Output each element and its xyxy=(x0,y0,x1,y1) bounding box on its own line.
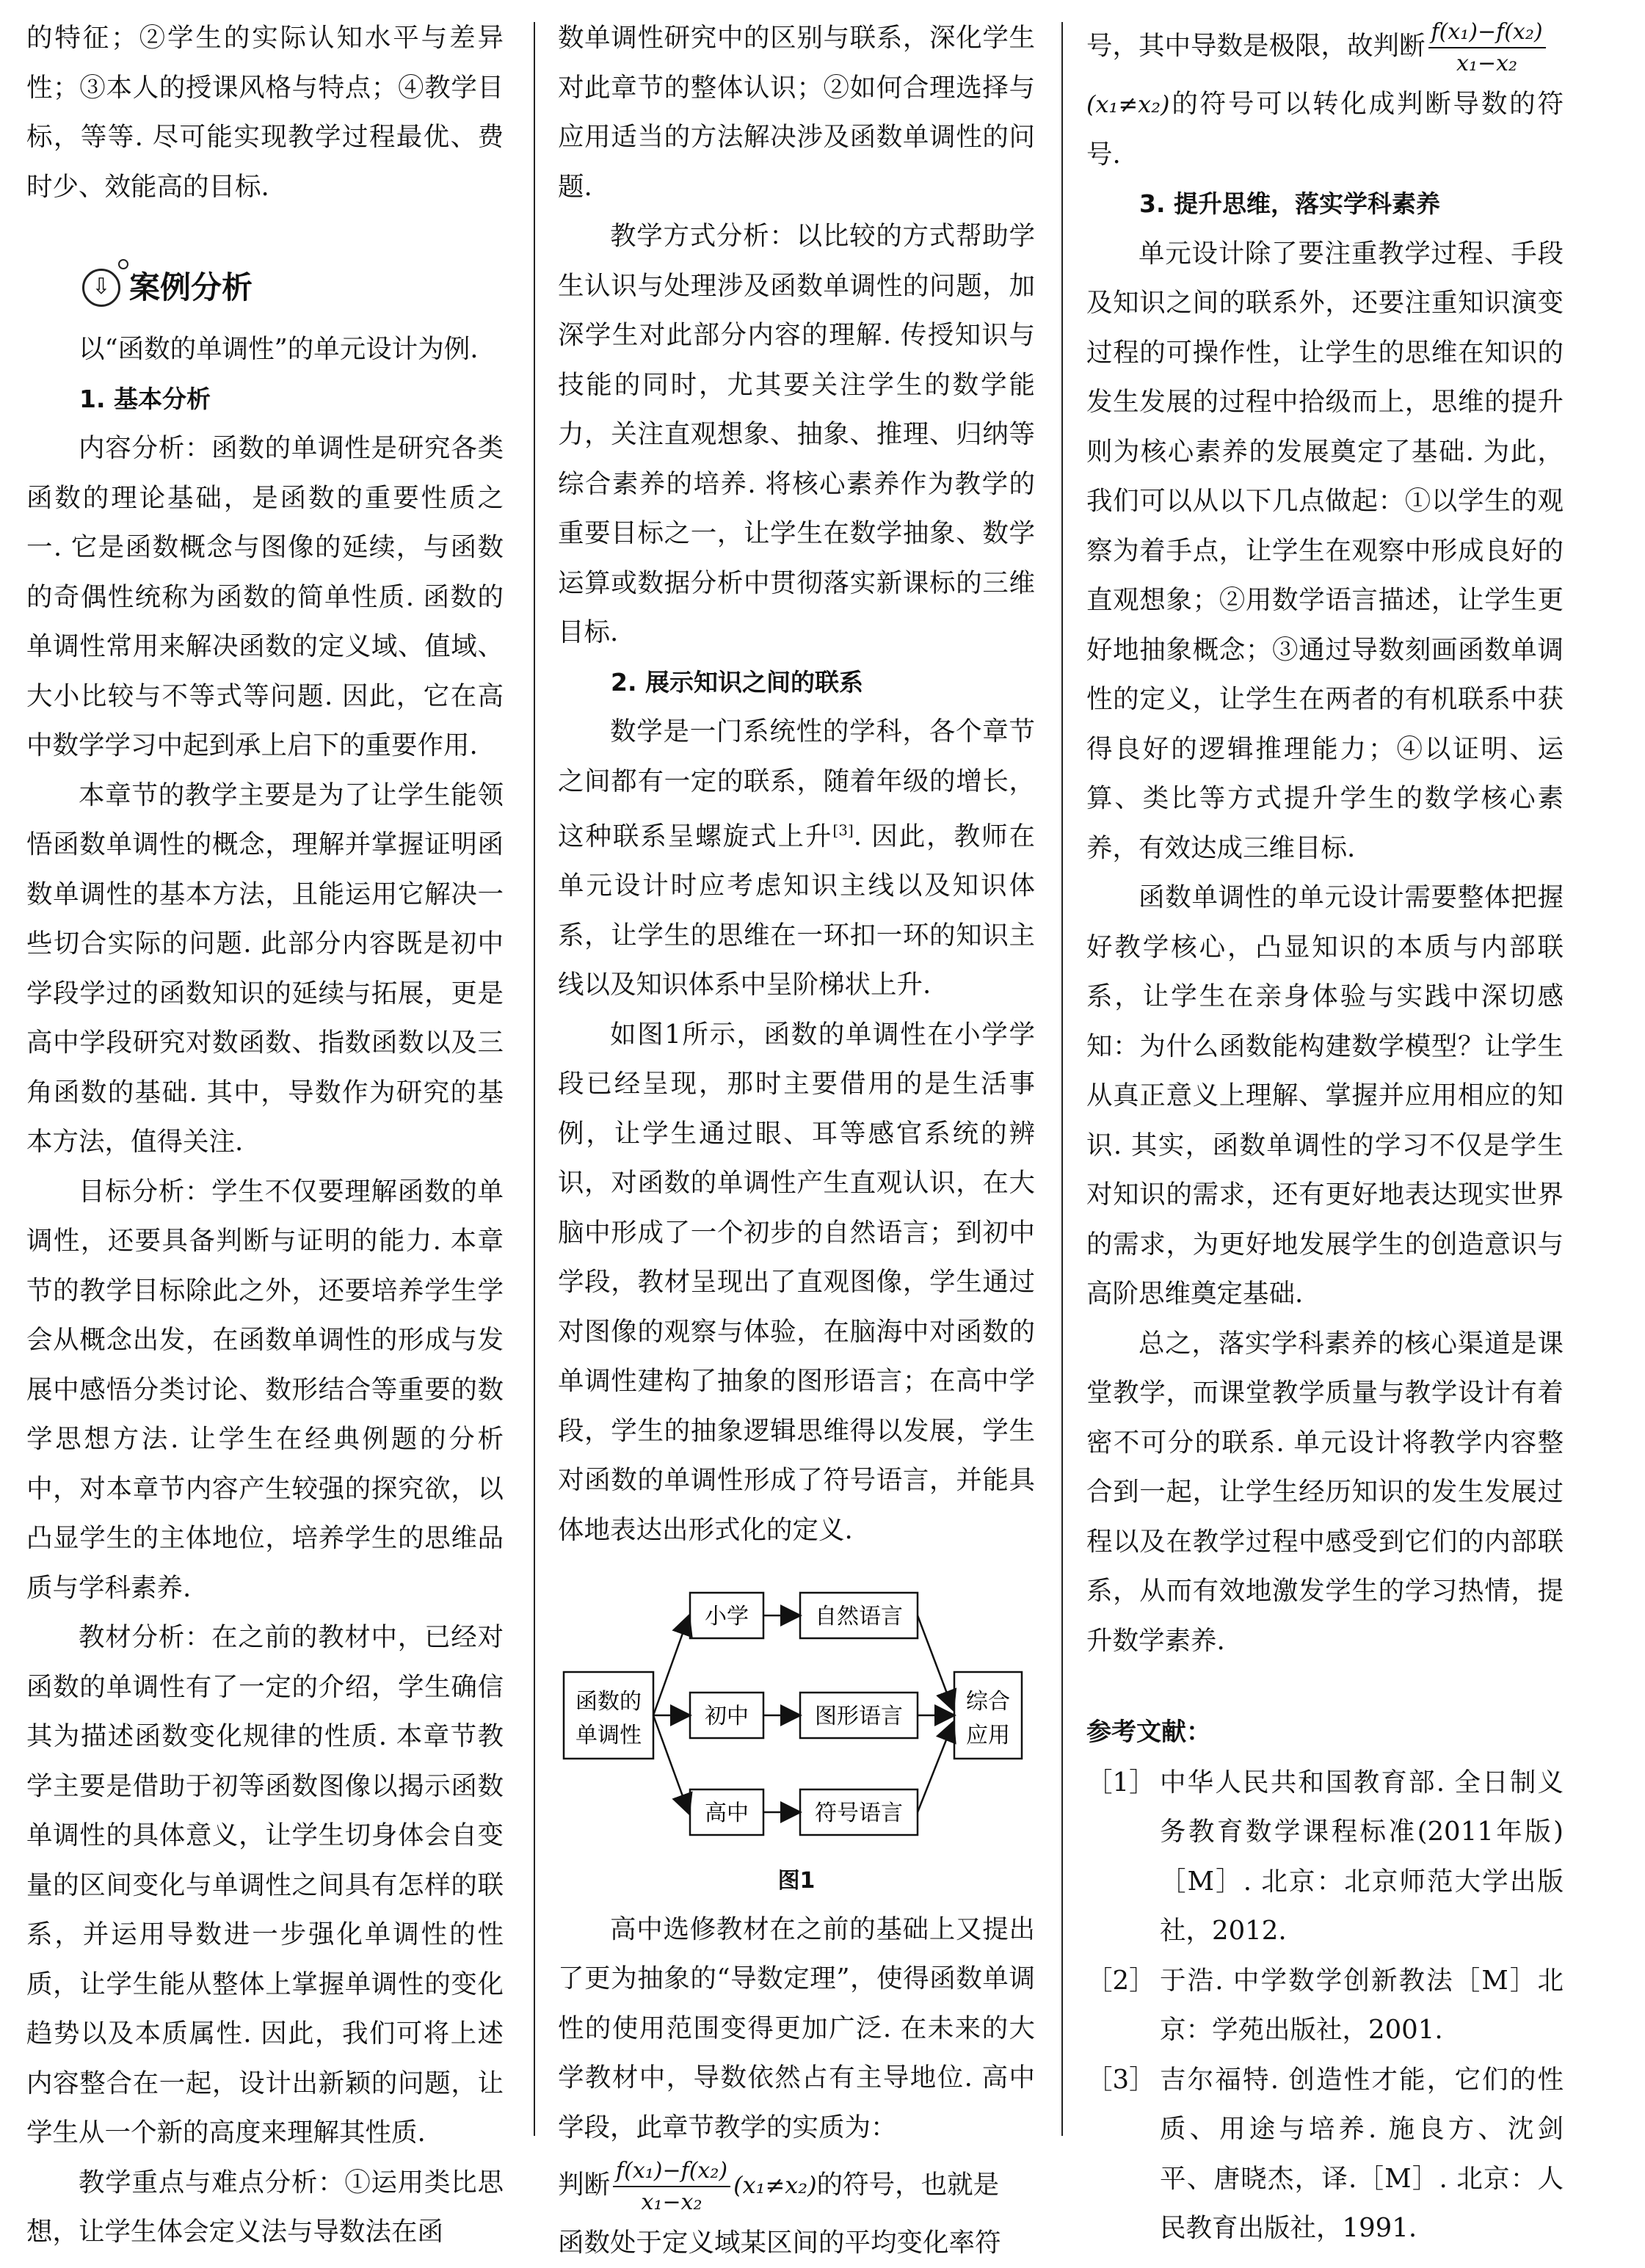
column-1 xyxy=(26,13,504,2257)
text-run: 的符号可以转化成判断导数的符号. xyxy=(1086,89,1564,170)
subsection-heading: 3. 提升思维，落实学科素养 xyxy=(1139,189,1440,218)
diagram-arrow xyxy=(653,1617,689,1715)
reference-text: 于浩. 中学数学创新教法［M］北京：学苑出版社，2001. xyxy=(1160,1965,1564,2045)
paragraph: 以“函数的单调性”的单元设计为例. xyxy=(79,334,479,364)
paragraph: 的特征；②学生的实际认知水平与差异性；③本人的授课风格与特点；④教学目标，等等. 尽可能实现教学过程最优、费时少、效能高的目标. xyxy=(26,23,504,202)
paragraph: 内容分析：函数的单调性是研究各类函数的理论基础，是函数的重要性质之一. 它是函数概念与图像的延续，与函数的奇偶性统称为函数的简单性质. 函数的单调性常用来解决函数的定义域、值域、大小比较与不等式等问题. 因此，它在高中数学学习中起到承上启下的重要作用. xyxy=(26,433,504,760)
condition: (x₁≠x₂) xyxy=(733,2171,817,2200)
fraction-denominator: x₁−x₂ xyxy=(1456,50,1518,76)
diagram-stage1: 小学 xyxy=(705,1604,749,1630)
figure-1-diagram xyxy=(558,1562,1035,1841)
paragraph xyxy=(558,707,1035,1010)
fraction-numerator: f(x₁)−f(x₂) xyxy=(1428,20,1546,48)
column-rule-left xyxy=(534,22,535,2136)
diagram-arrow xyxy=(918,1723,953,1812)
reference-item xyxy=(1086,1758,1564,1956)
reference-item xyxy=(1086,1956,1564,2055)
column-3 xyxy=(1086,13,1564,2253)
subsection-heading: 2. 展示知识之间的联系 xyxy=(611,667,863,697)
diagram-arrow xyxy=(653,1715,689,1812)
paragraph: 教学方式分析：以比较的方式帮助学生认识与处理涉及函数单调性的问题，加深学生对此部分内容的理解. 传授知识与技能的同时，尤其要关注学生的数学能力，关注直观想象、抽象、推理、归纳等综合素养的培养. 将核心素养作为教学的重要目标之一，让学生在数学抽象、数学运算或数据分析中贯彻落实新课标的三维目标. xyxy=(558,221,1035,647)
condition: (x₁≠x₂) xyxy=(1086,90,1170,118)
diagram-stage3: 高中 xyxy=(705,1800,749,1827)
paragraph: 如图1所示，函数的单调性在小学学段已经呈现，那时主要借用的是生活事例，让学生通过眼、耳等感官系统的辨识，对函数的单调性产生直观认识，在大脑中形成了一个初步的自然语言；到初中学段，教材呈现出了直观图像，学生通过对图像的观察与体验，在脑海中对函数的单调性建构了抽象的图形语言；在高中学段，学生的抽象逻辑思维得以发展，学生对函数的单调性形成了符号语言，并能具体地表达出形式化的定义. xyxy=(558,1019,1035,1545)
figure-caption: 图1 xyxy=(777,1867,816,1894)
references-heading: 参考文献： xyxy=(1086,1718,1211,1747)
paragraph: 函数单调性的单元设计需要整体把握好教学核心，凸显知识的本质与内部联系，让学生在亲身体验与实践中深切感知：为什么函数能构建数学模型？让学生从真正意义上理解、掌握并应用相应的知识. 其实，函数单调性的学习不仅是学生对知识的需求，还有更好地表达现实世界的需求，为更好地发展学生的创造意识与高阶思维奠定基础. xyxy=(1086,882,1564,1309)
paragraph: 高中选修教材在之前的基础上又提出了更为抽象的“导数定理”，使得函数单调性的使用范围变得更加广泛. 在未来的大学教材中，导数依然占有主导地位. 高中学段，此章节教学的实质为： xyxy=(558,1913,1035,2142)
reference-text: 中华人民共和国教育部. 全日制义务教育数学课程标准(2011年版)［M］. 北京：北京师范大学出版社，2012. xyxy=(1160,1767,1564,1946)
text-run: 号，其中导数是极限，故判断 xyxy=(1086,31,1426,61)
text-run: 的符号，也就是 xyxy=(816,2170,1000,2200)
fraction xyxy=(613,2159,730,2214)
fraction-denominator: x₁−x₂ xyxy=(641,2189,702,2215)
case-heading-title: 案例分析 xyxy=(129,269,253,306)
text-run: 判断 xyxy=(558,2170,611,2200)
paragraph: 函数处于定义域某区间的平均变化率符 xyxy=(558,2228,1001,2258)
paragraph: 本章节的教学主要是为了让学生能领悟函数单调性的概念，理解并掌握证明函数单调性的基本方法，且能运用它解决一些切合实际的问题. 此部分内容既是初中学段学过的函数知识的延续与拓展，更是高中学段研究对数函数、指数函数以及三角函数的基础. 其中，导数作为研究的基本方法，值得关注. xyxy=(26,779,504,1157)
fraction xyxy=(1428,20,1546,76)
reference-text: 吉尔福特. 创造性才能，它们的性质、用途与培养. 施良方、沈剑平、唐晓杰，译.［M］. 北京：人民教育出版社，1991. xyxy=(1160,2064,1564,2243)
reference-number: ［1］ xyxy=(1086,1767,1155,1798)
section-heading-case xyxy=(26,251,504,324)
paragraph: 教材分析：在之前的教材中，已经对函数的单调性有了一定的介绍，学生确信其为描述函数变化规律的性质. 本章节教学主要是借助于初等函数图像以揭示函数单调性的具体意义，让学生切身体会自变量的区间变化与单调性之间具有怎样的联系，并运用导数进一步强化单调性的性质，让学生能从整体上掌握单调性的变化趋势以及本质属性. 因此，我们可将上述内容整合在一起，设计出新颖的问题，让学生从一个新的高度来理解其性质. xyxy=(26,1622,504,2148)
column-rule-right xyxy=(1061,22,1063,2136)
diagram-root-line2: 单调性 xyxy=(575,1723,642,1749)
paragraph: 数单调性研究中的区别与联系，深化学生对此章节的整体认识；②如何合理选择与应用适当的方法解决涉及函数单调性的问题. xyxy=(558,23,1035,202)
diagram-end-line1: 综合 xyxy=(966,1689,1010,1715)
reference-number: ［3］ xyxy=(1086,2064,1155,2095)
subsection-heading: 1. 基本分析 xyxy=(79,384,211,413)
text-run: 数学是一门系统性的学科，各个章节之间都有一定的联系，随着年级的增长，这种联系呈螺旋式上升 xyxy=(558,716,1035,851)
down-arrow-icon: ⇩ xyxy=(82,269,120,307)
column-2 xyxy=(558,13,1035,2268)
diagram-lang1: 自然语言 xyxy=(815,1604,903,1630)
fraction-numerator: f(x₁)−f(x₂) xyxy=(613,2159,730,2187)
diagram-lang3: 符号语言 xyxy=(815,1800,903,1827)
diagram-root-line1: 函数的 xyxy=(575,1689,642,1715)
citation: [3] xyxy=(832,821,854,839)
reference-item xyxy=(1086,2055,1564,2253)
diagram-arrow xyxy=(918,1615,953,1709)
formula-line xyxy=(1086,13,1564,79)
paragraph: 总之，落实学科素养的核心渠道是课堂教学，而课堂教学质量与教学设计有着密不可分的联系. 单元设计将教学内容整合到一起，让学生经历知识的发生发展过程以及在教学过程中感受到它们的内部联系，从而有效地激发学生的学习热情，提升数学素养. xyxy=(1086,1328,1564,1656)
paragraph: 目标分析：学生不仅要理解函数的单调性，还要具备判断与证明的能力. 本章节的教学目标除此之外，还要培养学生学会从概念出发，在函数单调性的形成与发展中感悟分类讨论、数形结合等重要的数学思想方法. 让学生在经典例题的分析中，对本章节内容产生较强的探究欲，以凸显学生的主体地位，培养学生的思维品质与学科素养. xyxy=(26,1176,504,1603)
formula-line xyxy=(558,2152,1035,2218)
diagram-lang2: 图形语言 xyxy=(815,1704,903,1730)
reference-number: ［2］ xyxy=(1086,1965,1155,1996)
diagram-stage2: 初中 xyxy=(705,1704,749,1730)
paragraph xyxy=(1086,79,1564,179)
text-run: . 因此，教师在单元设计时应考虑知识主线以及知识体系，让学生的思维在一环扣一环的知识主线以及知识体系中呈阶梯状上升. xyxy=(558,821,1035,1000)
paragraph: 单元设计除了要注重教学过程、手段及知识之间的联系外，还要注重知识演变过程的可操作性，让学生的思维在知识的发生发展的过程中拾级而上，思维的提升则为核心素养的发展奠定了基础. 为此，我们可以从以下几点做起：①以学生的观察为着手点，让学生在观察中形成良好的直观想象；②用数学语言描述，让学生更好地抽象概念；③通过导数刻画函数单调性的定义，让学生在两者的有机联系中获得良好的逻辑推理能力；④以证明、运算、类比等方式提升学生的数学核心素养，有效达成三维目标. xyxy=(1086,238,1564,863)
diagram-end-line2: 应用 xyxy=(966,1723,1010,1749)
paragraph: 教学重点与难点分析：①运用类比思想，让学生体会定义法与导数法在函 xyxy=(26,2167,504,2247)
